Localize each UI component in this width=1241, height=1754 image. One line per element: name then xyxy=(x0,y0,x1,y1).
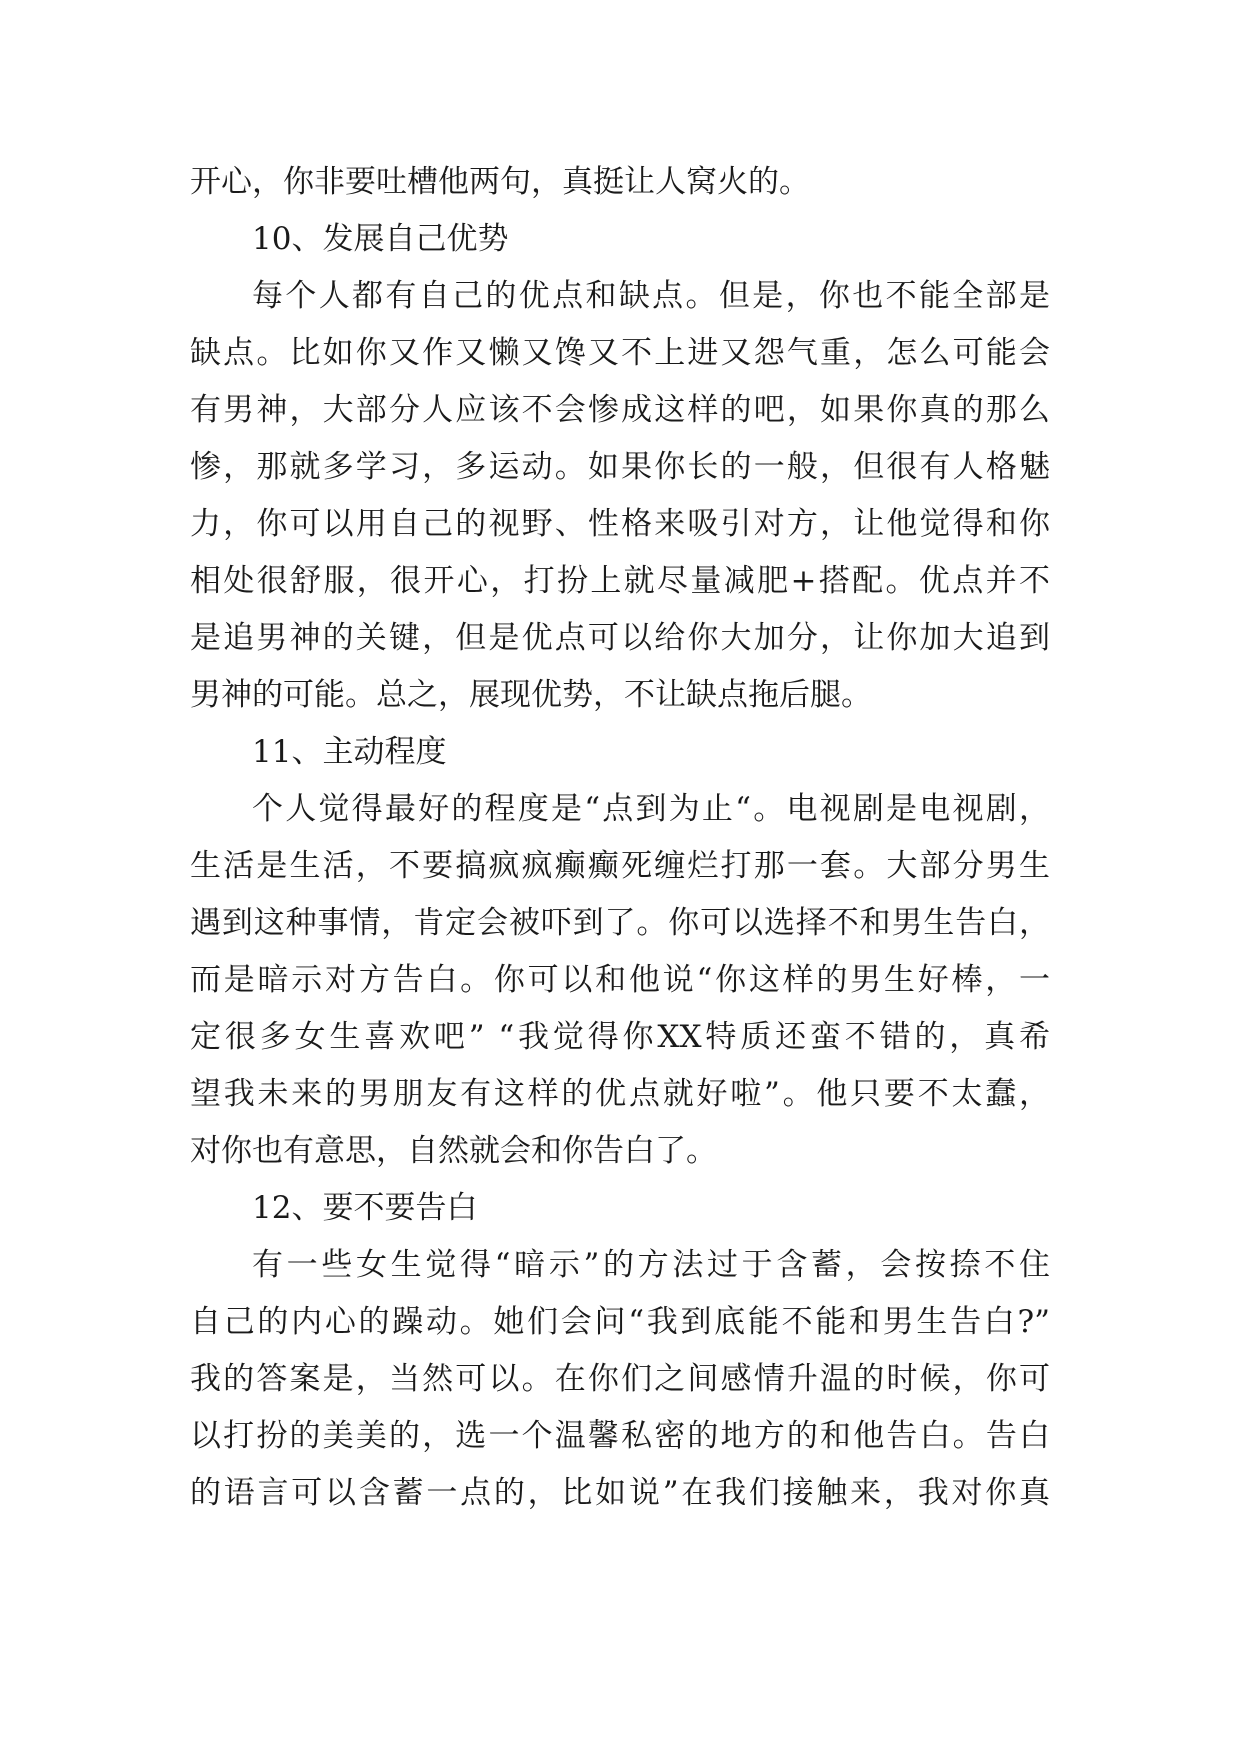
paragraph-line: 开心，你非要吐槽他两句，真挺让人窝火的。 xyxy=(190,164,810,200)
paragraph-line: 我的答案是，当然可以。在你们之间感情升温的时候，你可 xyxy=(190,1361,1050,1397)
paragraph-line: 男神的可能。总之，展现优势，不让缺点拖后腿。 xyxy=(190,677,872,713)
paragraph-line: 望我未来的男朋友有这样的优点就好啦”。他只要不太蠢， xyxy=(190,1076,1050,1112)
paragraph-line: 惨，那就多学习，多运动。如果你长的一般，但很有人格魅 xyxy=(190,449,1050,485)
section-heading-10: 10、发展自己优势 xyxy=(252,221,509,257)
paragraph-line: 自己的内心的躁动。她们会问“我到底能不能和男生告白?” xyxy=(190,1304,1050,1340)
paragraph-line: 对你也有意思，自然就会和你告白了。 xyxy=(190,1133,717,1169)
paragraph-line: 相处很舒服，很开心，打扮上就尽量减肥+搭配。优点并不 xyxy=(190,563,1050,599)
paragraph-line: 有一些女生觉得“暗示”的方法过于含蓄，会按捺不住 xyxy=(252,1247,1050,1283)
paragraph-line: 以打扮的美美的，选一个温馨私密的地方的和他告白。告白 xyxy=(190,1418,1050,1454)
paragraph-line: 缺点。比如你又作又懒又馋又不上进又怨气重，怎么可能会 xyxy=(190,335,1050,371)
paragraph-line: 生活是生活，不要搞疯疯癫癫死缠烂打那一套。大部分男生 xyxy=(190,848,1050,884)
section-heading-11: 11、主动程度 xyxy=(252,734,447,770)
paragraph-line: 力，你可以用自己的视野、性格来吸引对方，让他觉得和你 xyxy=(190,506,1050,542)
section-heading-12: 12、要不要告白 xyxy=(252,1190,478,1226)
paragraph-line: 而是暗示对方告白。你可以和他说“你这样的男生好棒，一 xyxy=(190,962,1050,998)
paragraph-line: 个人觉得最好的程度是“点到为止“。电视剧是电视剧， xyxy=(252,791,1050,827)
paragraph-line: 每个人都有自己的优点和缺点。但是，你也不能全部是 xyxy=(252,278,1050,314)
paragraph-line: 有男神，大部分人应该不会惨成这样的吧，如果你真的那么 xyxy=(190,392,1050,428)
document-body xyxy=(190,154,1050,1522)
paragraph-line: 遇到这种事情，肯定会被吓到了。你可以选择不和男生告白， xyxy=(190,905,1050,941)
paragraph-line: 是追男神的关键，但是优点可以给你大加分，让你加大追到 xyxy=(190,620,1050,656)
paragraph-line: 定很多女生喜欢吧” “我觉得你XX特质还蛮不错的，真希 xyxy=(190,1019,1050,1055)
paragraph-line: 的语言可以含蓄一点的，比如说”在我们接触来，我对你真 xyxy=(190,1475,1050,1511)
